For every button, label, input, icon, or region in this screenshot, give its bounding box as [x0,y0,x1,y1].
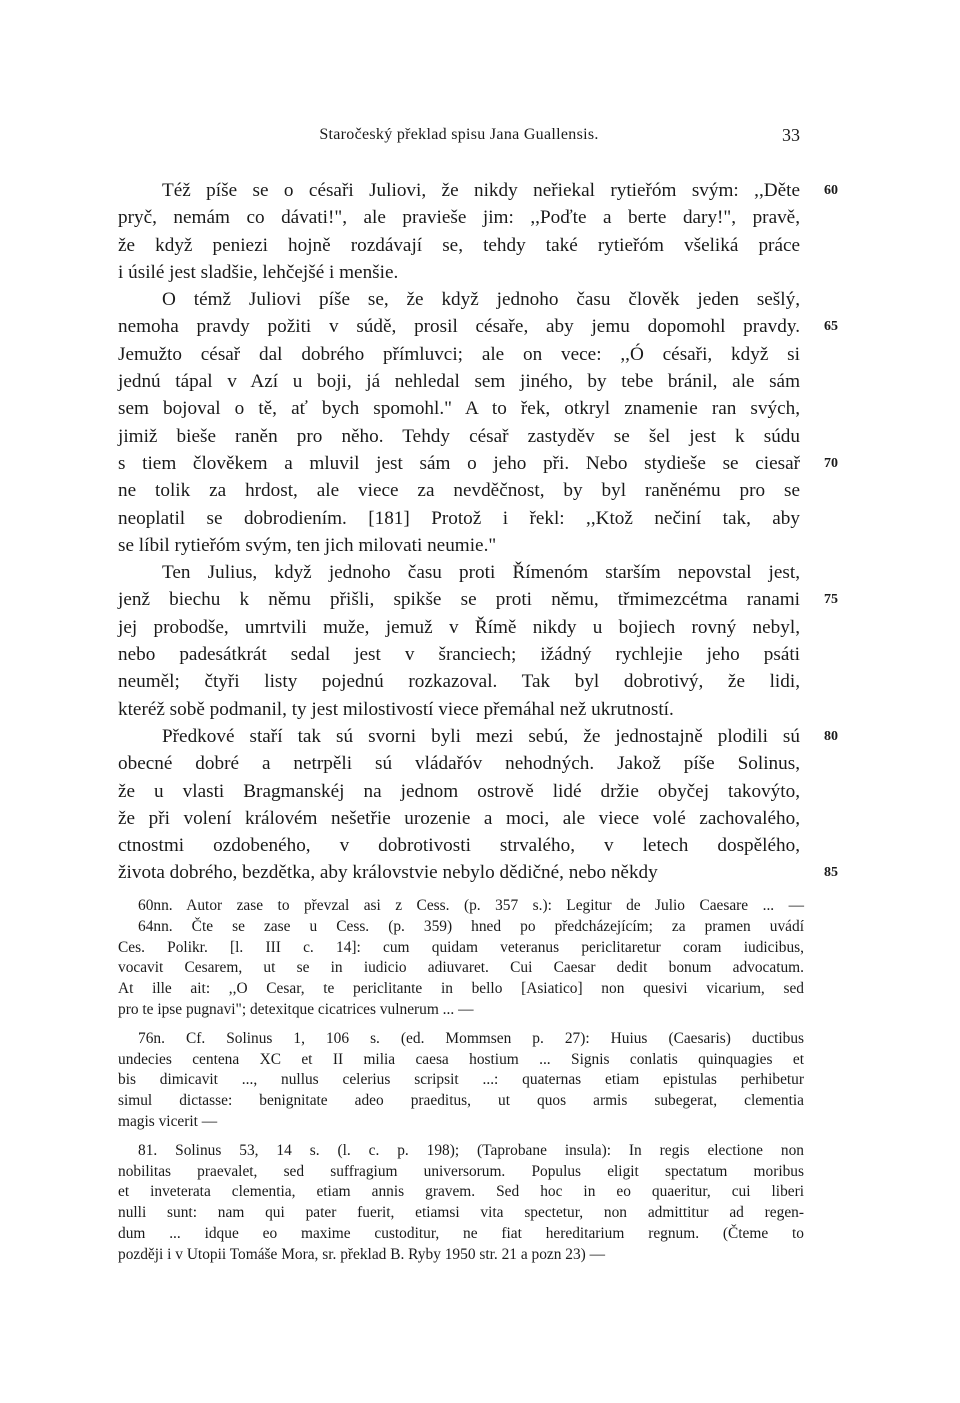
text-line [118,368,800,395]
running-title: Staročeský překlad spisu Jana Guallensis. [319,126,599,143]
text-line [118,532,800,559]
line-text: kteréž sobě podmanil, ty jest milostivostí viece přemáhal než ukrutností. [118,698,674,720]
line-text: Jemužto césař dal dobrého přímluvci; ale on vece: ,,Ó césaři, když si [118,343,800,365]
line-text: jenž biechu k němu přišli, spikše se proti němu, třmimezcétma ranami [118,589,800,611]
line-text: obecné dobré a netrpěli sú vládařóv nehodných. Jakož píše Solinus, [118,753,800,775]
text-line [118,450,838,477]
text-line [118,859,838,886]
line-text: pryč, nemám co dávati!", ale pravieše jim: ,,Poďte a berte dary!", pravě, [118,207,800,229]
footnote-line: 64nn. Čte se zase u Cess. (p. 359) hned po předcházejícím; za pramen uvádí [138,917,804,935]
text-line [118,232,800,259]
text-line [118,286,800,313]
footnote-line: pro te ipse pugnavi"; detexitque cicatrices vulnerum ... — [118,1000,474,1018]
line-number: 70 [824,455,838,471]
line-text: se líbil rytieřóm svým, ten jich milovati neumie." [118,534,497,556]
text-line [118,750,800,777]
line-number: 80 [824,728,838,744]
text-line [118,423,800,450]
line-text: ne tolik za hrdost, ale viece za nevděčnost, by byl raněnému pro se [118,480,800,502]
line-text: života dobrého, bezdětka, aby královstvie nebylo dědičné, nebo někdy [118,862,658,884]
text-line [118,177,838,204]
line-text: jimiž bieše raněn pro něho. Tehdy césař zastyděv se šel jest k súdu [118,425,800,447]
text-line [118,805,800,832]
text-line [118,341,800,368]
note-gap [118,1021,804,1029]
line-number: 75 [824,592,838,608]
footnote-line: nobilitas praevalet, sed suffragium universorum. Populus eligit spectatum moribus [118,1162,804,1180]
text-line [118,586,838,613]
text-line [118,559,800,586]
footnote-line: 81. Solinus 53, 14 s. (l. c. p. 198); (Taprobane insula): In regis electione non [138,1141,804,1159]
line-number: 60 [824,183,838,198]
footnote-line: bis dimicavit ..., nullus celerius scripsit ...: quaternas etiam epistulas perhibetur [118,1071,804,1089]
line-text: že u vlasti Bragmanskéj na jednom ostrově lidé držie obyčej takovýto, [118,780,800,802]
text-line [118,204,800,231]
line-text: ctnostmi ozdobeného, v dobrotivosti strvalého, v letech dospělého, [118,835,800,857]
footnote-line: simul dictasse: benignitate adeo praeditus, ut quos armis subegerat, clementia [118,1092,804,1110]
line-text: s tiem člověkem a mluvil jest sám o jeho při. Nebo stydieše se ciesař [118,452,800,474]
text-line [118,505,800,532]
line-text: že při volení královém nešetřie urozenie a moci, ale viece volé zachovalého, [118,807,800,829]
note-gap [118,1133,804,1141]
text-line [118,778,800,805]
text-line [118,395,800,422]
line-text: sem bojoval o tě, ať bych spomohl." A to řek, otkryl znamenie ran svých, [118,398,800,420]
footnote-line: později i v Utopii Tomáše Mora, sr. překlad B. Ryby 1950 str. 21 a pozn 23) — [118,1245,606,1263]
text-line [118,696,800,723]
text-line [118,259,800,286]
text-line [118,614,800,641]
footnote-line: magis vicerit — [118,1112,218,1130]
line-text: jednú tápal v Azí u boji, já nehledal sem jiného, by tebe bránil, ale sám [118,371,800,393]
text-line [118,668,800,695]
page-header [118,126,800,150]
line-text: Ten Julius, když jednoho času proti Římenóm starším nepovstal jest, [162,562,800,584]
line-number: 85 [824,865,838,881]
footnote-line: undecies centena XC et II milia caesa hostium ... Signis conlatis quinquagies et [118,1050,804,1068]
text-line [118,832,800,859]
text-line [118,641,800,668]
text-line [118,313,838,340]
line-text: nemoha pravdy požiti v súdě, prosil césaře, aby jemu dopomohl pravdy. [118,316,800,338]
footnote-line: 60nn. Autor zase to převzal asi z Cess. (p. 357 s.): Legitur de Julio Caesare ... — [138,897,804,914]
line-text: Předkové staří tak sú svorni byli mezi sebú, že jednostajně plodili sú [162,725,800,747]
page-number: 33 [782,125,800,145]
line-text: i úsilé jest sladšie, lehčejšé i menšie. [118,261,399,283]
text-line [118,477,800,504]
main-text [118,177,838,887]
footnote-line: At ille ait: ,,O Cesar, te periclitante in bello [Asiatico] non quesivi vicarium, sed [118,980,804,998]
line-text: O témž Juliovi píše se, že když jednoho času člověk jeden sešlý, [162,289,800,311]
footnotes [118,896,804,1266]
line-text: neuměl; čtyři listy pojednú rozkazoval. Tak byl dobrotivý, že lidi, [118,671,800,693]
footnote-line: dum ... idque eo maxime custoditur, ne fiat hereditarium regnum. (Čteme to [118,1224,804,1242]
footnote-line: 76n. Cf. Solinus 1, 106 s. (ed. Mommsen p. 27): Huius (Caesaris) ductibus [138,1029,804,1047]
line-text: Též píše se o césaři Juliovi, že nikdy neřiekal rytieřóm svým: ,,Děte [162,180,800,201]
line-number: 65 [824,319,838,335]
line-text: neoplatil se dobrodiením. [181] Protož i řekl: ,,Ktož nečiní tak, aby [118,507,800,529]
line-text: že když peniezi hojně rozdávají se, tehdy také rytieřóm všeliká práce [118,234,800,256]
line-text: jej probodše, umrtvili muže, jemuž v Římě nikdy u bojiech rovný nebyl, [118,616,800,638]
footnote-line: nulli sunt: nam qui pater fuerit, etiamsi vita spectetur, non admittitur ad regen- [118,1204,804,1222]
footnote-line: Ces. Polikr. [l. III c. 14]: cum quidam veteranus periclitaretur coram iudicibus, [118,938,804,956]
line-text: nebo padesátkrát sedal jest v šranciech; ižádný rychlejie jeho psáti [118,644,800,666]
text-line [118,723,838,750]
footnote-line: et inveterata clementia, etiam annis gravem. Sed hoc in eo quaeritur, cui liberi [118,1183,804,1201]
footnote-line: vocavit Cesarem, ut se in iudicio adiuvaret. Cui Caesar dedit bonum advocatum. [118,959,804,977]
